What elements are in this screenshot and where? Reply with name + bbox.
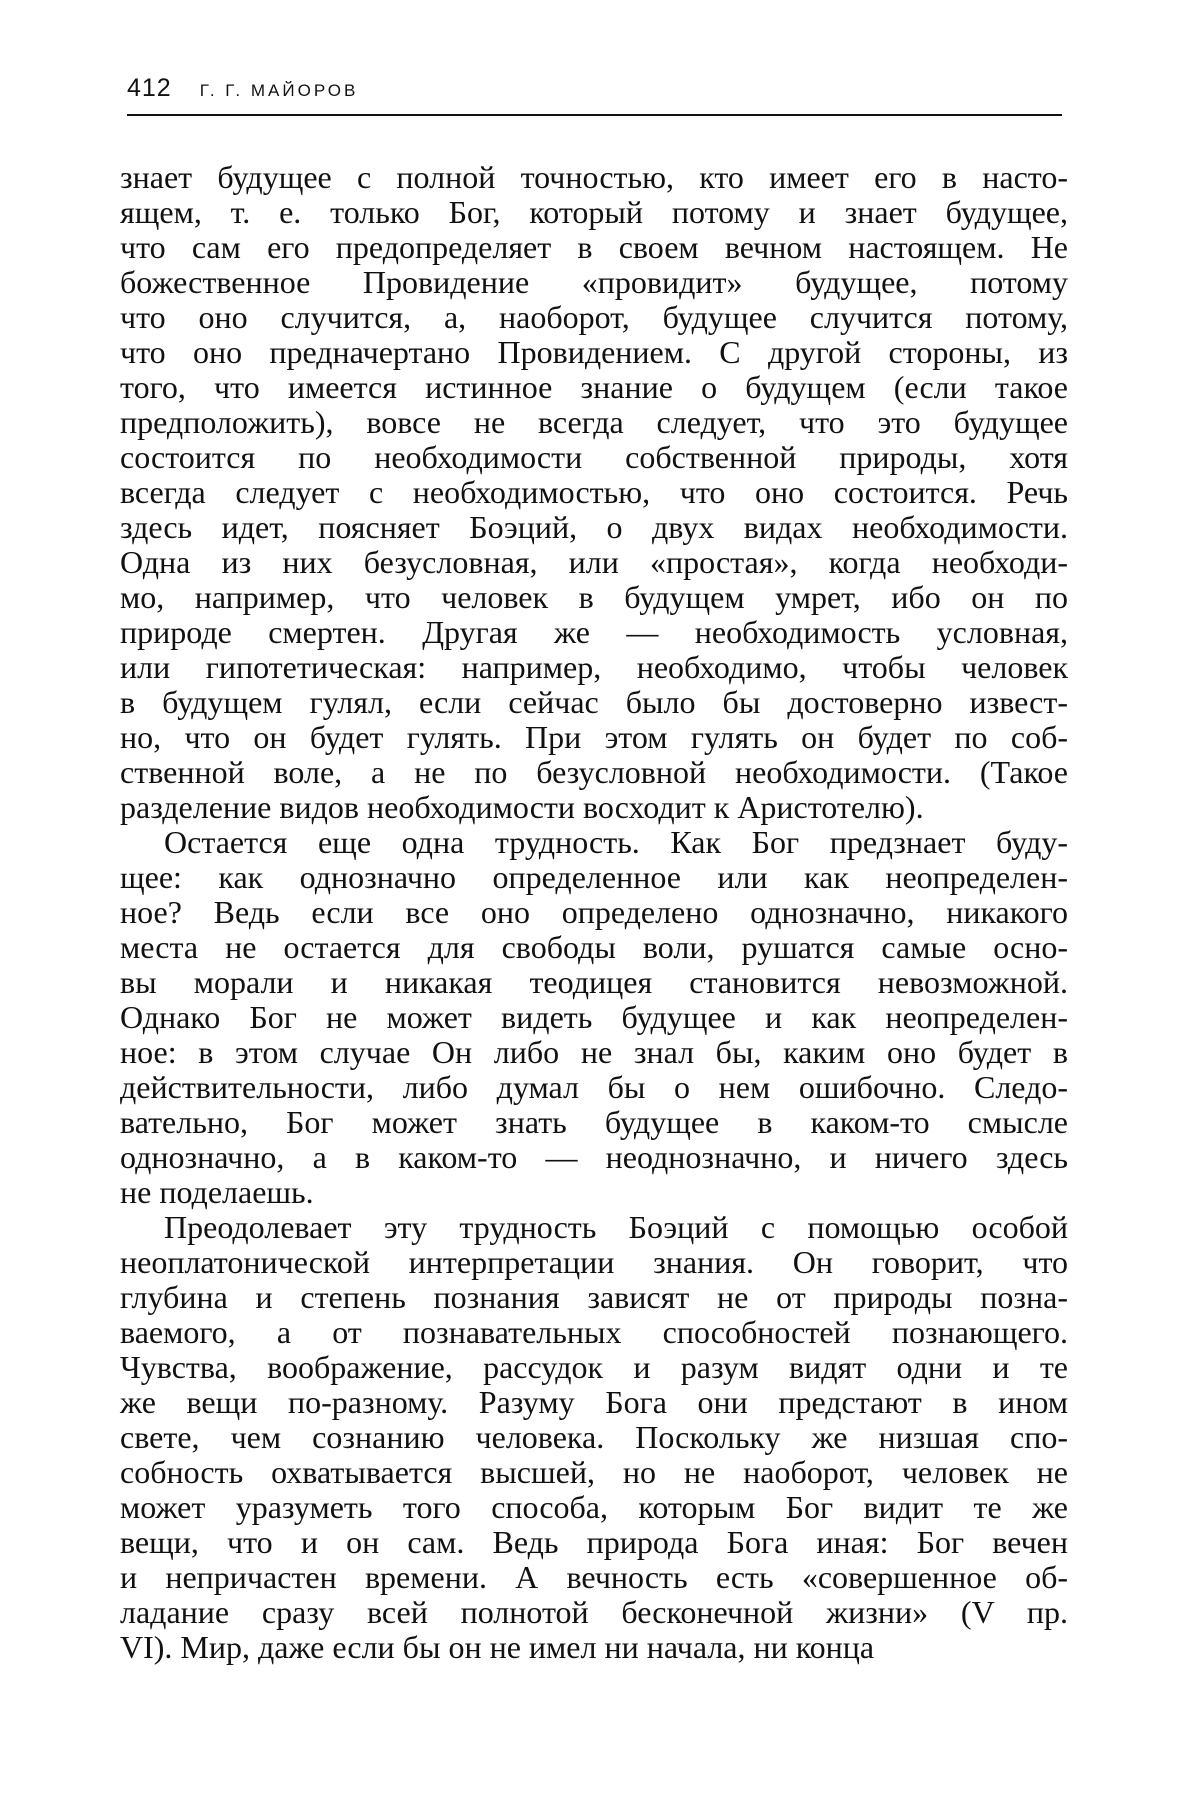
- text-line: свете, чем сознанию человека. Поскольку же низшая спо-: [120, 1419, 1068, 1455]
- text-line: состоится по необходимости собственной природы, хотя: [120, 439, 1068, 475]
- text-line: ное? Ведь если все оно определено однозначно, никакого: [120, 894, 1068, 930]
- text-line: вательно, Бог может знать будущее в каком-то смысле: [120, 1104, 1068, 1140]
- text-line: VI). Мир, даже если бы он не имел ни начала, ни конца: [120, 1629, 875, 1665]
- text-line: Однако Бог не может видеть будущее и как неопределен-: [120, 999, 1068, 1035]
- text-line: мо, например, что человек в будущем умрет, ибо он по: [120, 579, 1068, 615]
- text-line: глубина и степень познания зависят не от природы позна-: [120, 1279, 1068, 1315]
- page-number: 412: [127, 74, 172, 102]
- text-line: же вещи по-разному. Разуму Бога они предстают в ином: [120, 1384, 1068, 1420]
- text-line: не поделаешь.: [120, 1174, 314, 1210]
- text-line: Чувства, воображение, рассудок и разум видят одни и те: [120, 1349, 1068, 1385]
- text-line: но, что он будет гулять. При этом гулять он будет по соб-: [120, 719, 1068, 755]
- text-line: ваемого, а от познавательных способностей познающего.: [120, 1314, 1068, 1350]
- text-line: ственной воле, а не по безусловной необходимости. (Такое: [120, 754, 1068, 790]
- running-head: [127, 74, 1062, 108]
- body-text: [120, 160, 1068, 1665]
- text-line: или гипотетическая: например, необходимо, чтобы человек: [120, 649, 1068, 685]
- text-line: ладание сразу всей полнотой бесконечной жизни» (V пр.: [120, 1594, 1068, 1630]
- text-line: что сам его предопределяет в своем вечном настоящем. Не: [120, 229, 1068, 265]
- text-line: всегда следует с необходимостью, что оно состоится. Речь: [120, 474, 1068, 510]
- text-line: божественное Провидение «провидит» будущее, потому: [120, 264, 1068, 300]
- text-line: действительности, либо думал бы о нем ошибочно. Следо-: [120, 1069, 1068, 1105]
- text-line: собность охватывается высшей, но не наоборот, человек не: [120, 1454, 1068, 1490]
- text-line: в будущем гулял, если сейчас было бы достоверно извест-: [120, 684, 1068, 720]
- text-line: Остается еще одна трудность. Как Бог предзнает буду-: [164, 824, 1068, 860]
- text-line: природе смертен. Другая же — необходимость условная,: [120, 614, 1068, 650]
- paragraph: [120, 160, 1068, 825]
- text-line: предположить), вовсе не всегда следует, что это будущее: [120, 404, 1068, 440]
- text-line: неоплатонической интерпретации знания. Он говорит, что: [120, 1244, 1068, 1280]
- text-line: того, что имеется истинное знание о будущем (если такое: [120, 369, 1068, 405]
- running-title: Г. Г. МАЙОРОВ: [199, 81, 359, 100]
- text-line: места не остается для свободы воли, рушатся самые осно-: [120, 929, 1068, 965]
- text-line: ное: в этом случае Он либо не знал бы, каким оно будет в: [120, 1034, 1068, 1070]
- text-line: вещи, что и он сам. Ведь природа Бога иная: Бог вечен: [120, 1524, 1068, 1560]
- header-rule: [127, 114, 1062, 116]
- text-line: щее: как однозначно определенное или как неопределен-: [120, 859, 1068, 895]
- text-line: что оно предначертано Провидением. С другой стороны, из: [120, 334, 1068, 370]
- text-line: может уразуметь того способа, которым Бог видит те же: [120, 1489, 1068, 1525]
- text-line: вы морали и никакая теодицея становится невозможной.: [120, 964, 1068, 1000]
- text-line: разделение видов необходимости восходит к Аристотелю).: [120, 789, 924, 825]
- text-line: ящем, т. е. только Бог, который потому и знает будущее,: [120, 194, 1068, 230]
- text-line: знает будущее с полной точностью, кто имеет его в насто-: [120, 159, 1068, 195]
- paragraph: [120, 825, 1068, 1210]
- text-line: что оно случится, а, наоборот, будущее случится потому,: [120, 299, 1068, 335]
- text-line: Одна из них безусловная, или «простая», когда необходи-: [120, 544, 1068, 580]
- text-line: и непричастен времени. А вечность есть «совершенное об-: [120, 1559, 1068, 1595]
- text-line: однозначно, а в каком-то — неоднозначно, и ничего здесь: [120, 1139, 1068, 1175]
- text-line: здесь идет, поясняет Боэций, о двух видах необходимости.: [120, 509, 1068, 545]
- text-line: Преодолевает эту трудность Боэций с помощью особой: [164, 1209, 1068, 1245]
- paragraph: [120, 1210, 1068, 1665]
